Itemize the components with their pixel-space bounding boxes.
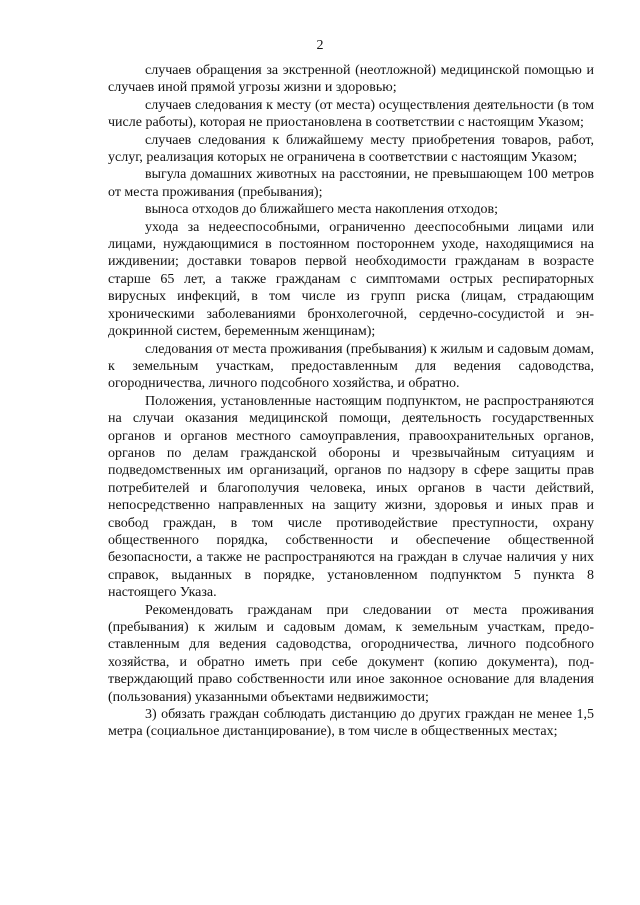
page-number: 2	[316, 38, 324, 53]
paragraph-nearest-shop: случаев следования к ближайшему месту приобретения товаров, работ, услуг, реализация которых не ограничена в соответствии с настоящим Указом;	[108, 132, 594, 166]
paragraph-travel-to-dacha: следования от места проживания (пребывания) к жилым и садовым домам, к земельным участкам, предоставленным для ведения садоводства, огородничества, личного подсобного хозяйства, и обратно.	[108, 341, 594, 392]
paragraph-care-of-dependents: ухода за недееспособными, ограниченно дееспособными лицами или лицами, нуждающимися в постоянном постороннем уходе, находящимися на иждивении; доставки товаров первой необходимости гражданам в возрасте старше 65 лет, а также гражданам с симптомами острых респираторных вирусных инфекций, в том числе из групп риска (лицам, страдающим хроническими заболеваниями бронхолегочной, сердечно-сосудистой и эндокринной систем, беременным женщинам);	[108, 219, 594, 340]
document-body	[108, 62, 594, 741]
paragraph-pet-walking: выгула домашних животных на расстоянии, не превышающем 100 метров от места проживания (пребывания);	[108, 167, 594, 200]
paragraph-exemptions: Положения, установленные настоящим подпунктом, не распространяются на случаи оказания медицинской помощи, деятельность государственных органов и органов местного самоуправления, правоохранительных органов, органов по делам гражданской обороны и чрезвычайным ситуациям и подведомственных им организаций, органов по надзору в сфере защиты прав потребителей и благополучия человека, иных органов в части действий, непосредственно направленных на защиту жизни, здоровья и иных прав и свобод граждан, в том числе противодействие преступности, охрану общественного порядка, собственности и обеспечение общественной безопасности, а также не распространяются на граждан в случае наличия у них справок, выданных в порядке, установленном подпунктом 5 пункта 8 настоящего Указа.	[108, 393, 594, 601]
paragraph-social-distancing: 3) обязать граждан соблюдать дистанцию до других граждан не менее 1,5 метра (социальное дистанцирование), в том числе в общественных местах;	[108, 707, 594, 740]
paragraph-ownership-document: Рекомендовать гражданам при следовании от места проживания (пребывания) к жилым и садовым домам, к земельным участкам, предоставленным для ведения садоводства, огородничества, личного подсобного хозяйства, и обратно иметь при себе документ (копию документа), подтверждающий право собственности или иное законное основание для владения (пользования) указанными объектами недвижимости;	[108, 602, 594, 705]
paragraph-waste-disposal: выноса отходов до ближайшего места накопления отходов;	[145, 202, 499, 218]
paragraph-emergency-medical: случаев обращения за экстренной (неотложной) медицинской помощью и случаев иной прямой угрозы жизни и здоровью;	[108, 63, 594, 96]
paragraph-travel-to-work: случаев следования к месту (от места) осуществления деятельности (в том числе работы), которая не приостановлена в соответствии с настоящим Указом;	[108, 97, 594, 131]
